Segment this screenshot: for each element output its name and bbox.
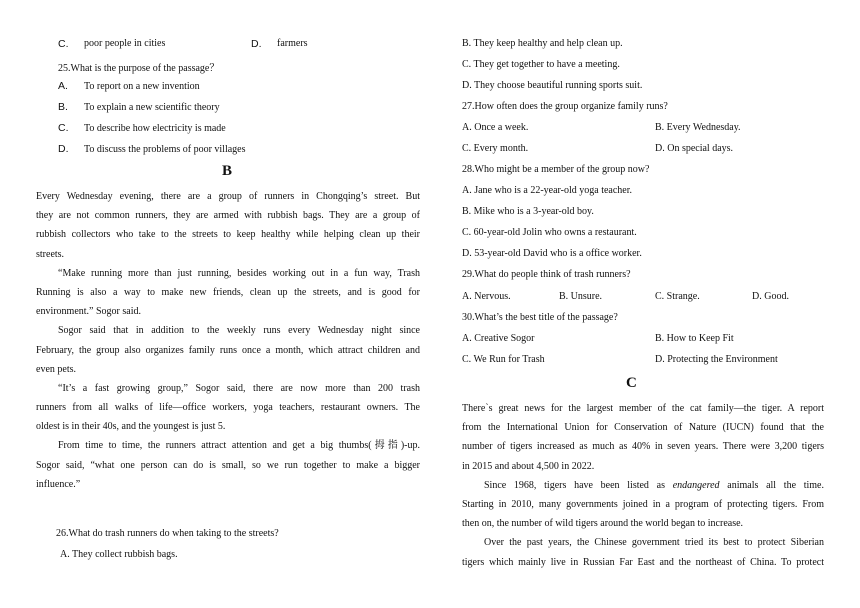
q25-option-a-text: To report on a new invention bbox=[84, 81, 200, 92]
q28-question: 28.Who might be a member of the group now? bbox=[462, 164, 650, 175]
q26-option-a: A. They collect rubbish bags. bbox=[60, 549, 178, 560]
passage-b-line: Running is also a way to make new friends, clean up the streets, and is good for bbox=[36, 286, 420, 298]
passage-c-line: from the International Union for Conservation of Nature (IUCN) found that the bbox=[462, 422, 824, 434]
q25-option-a-letter: A. bbox=[58, 80, 68, 92]
passage-c bbox=[462, 399, 824, 572]
passage-b-line: Sogor said that in addition to the weekly runs every Wednesday night since bbox=[58, 325, 420, 337]
passage-b bbox=[36, 187, 420, 494]
q24-option-d-letter: D. bbox=[251, 38, 262, 50]
q28-option-c: C. 60-year-old Jolin who owns a restaurant. bbox=[462, 227, 637, 238]
q25-option-c-letter: C. bbox=[58, 122, 69, 134]
passage-c-line: Over the past years, the Chinese government tried its best to protect Siberian bbox=[484, 537, 824, 549]
q30-option-d: D. Protecting the Environment bbox=[655, 354, 778, 365]
q30-option-a: A. Creative Sogor bbox=[462, 333, 535, 344]
passage-b-line: Sogor said, “what one person can do is small, so we run together to make a bigger bbox=[36, 459, 420, 471]
passage-b-line: environment.” Sogor said. bbox=[36, 306, 141, 318]
passage-b-line: even pets. bbox=[36, 363, 76, 375]
passage-c-line: then on, the number of wild tigers around the world began to increase. bbox=[462, 518, 744, 530]
passage-b-line: runners from all walks of life—office workers, yoga teachers, restaurant owners. The bbox=[36, 402, 420, 414]
passage-c-line: There`s great news for the largest member of the cat family—the tiger. A report bbox=[462, 403, 824, 414]
q26-question: 26.What do trash runners do when taking to the streets? bbox=[56, 528, 279, 539]
passage-b-line: “It’s a fast growing group,” Sogor said, there are now more than 200 trash bbox=[58, 382, 420, 394]
passage-b-line: rubbish collectors who take to the streets to keep healthy while helping clean up their bbox=[36, 229, 420, 241]
passage-b-line: Every Wednesday evening, there are a group of runners in Chongqing’s street. But bbox=[36, 191, 420, 202]
q25-option-c-text: To describe how electricity is made bbox=[84, 123, 226, 134]
q25-option-d-letter: D. bbox=[58, 143, 69, 155]
q24-option-c-text: poor people in cities bbox=[84, 38, 166, 49]
passage-b-line: influence.” bbox=[36, 478, 81, 490]
q24-option-c-letter: C. bbox=[58, 38, 69, 50]
q30-option-c: C. We Run for Trash bbox=[462, 354, 545, 365]
q27-question: 27.How often does the group organize family runs? bbox=[462, 101, 668, 112]
q27-option-d: D. On special days. bbox=[655, 143, 734, 154]
q29-option-d: D. Good. bbox=[752, 291, 789, 302]
q27-option-a: A. Once a week. bbox=[462, 122, 529, 133]
q27-option-c: C. Every month. bbox=[462, 143, 529, 154]
q29-question: 29.What do people think of trash runners? bbox=[462, 269, 631, 280]
q29-option-a: A. Nervous. bbox=[462, 291, 511, 302]
passage-b-line: From time to time, the runners attract attention and get a big thumbs(拇指)-up. bbox=[58, 440, 420, 452]
passage-b-line: they are not common runners, they are armed with rubbish bags. They are a group of bbox=[36, 210, 420, 222]
passage-c-line: in 2015 and about 4,500 in 2022. bbox=[462, 460, 595, 472]
q26-option-c: C. They get together to have a meeting. bbox=[462, 59, 620, 70]
passage-b-line: oldest is in their 40s, and the youngest is just 5. bbox=[36, 421, 226, 433]
passage-b-line: streets. bbox=[36, 248, 65, 260]
q25-option-b-text: To explain a new scientific theory bbox=[84, 102, 220, 113]
q29-option-c: C. Strange. bbox=[655, 291, 700, 302]
section-c-title: C bbox=[626, 375, 637, 391]
passage-c-line: Starting in 2010, many governments joined in a program of protecting tigers. From bbox=[462, 498, 824, 510]
q26-option-b: B. They keep healthy and help clean up. bbox=[462, 38, 623, 49]
q25-question: 25.What is the purpose of the passage？ bbox=[58, 63, 220, 74]
section-b-title: B bbox=[222, 163, 233, 179]
q30-option-b: B. How to Keep Fit bbox=[655, 333, 734, 344]
passage-b-line: February, the group also organizes family runs once a month, which attract children and bbox=[36, 344, 420, 356]
q28-option-a: A. Jane who is a 22-year-old yoga teacher. bbox=[462, 185, 633, 196]
q26-option-d: D. They choose beautiful running sports suit. bbox=[462, 80, 643, 91]
q24-option-d-text: farmers bbox=[277, 38, 308, 49]
q25-option-b-letter: B. bbox=[58, 101, 68, 113]
q29-option-b: B. Unsure. bbox=[559, 291, 603, 302]
q28-option-d: D. 53-year-old David who is a office worker. bbox=[462, 248, 642, 259]
q25-option-d-text: To discuss the problems of poor villages bbox=[84, 144, 246, 155]
passage-c-line: Since 1968, tigers have been listed as endangered animals all the time. bbox=[484, 479, 824, 491]
passage-b-line: “Make running more than just running, besides working out in a fun way, Trash bbox=[58, 267, 420, 279]
q28-option-b: B. Mike who is a 3-year-old boy. bbox=[462, 206, 594, 217]
q27-option-b: B. Every Wednesday. bbox=[655, 122, 741, 133]
q30-question: 30.What’s the best title of the passage? bbox=[462, 312, 618, 323]
passage-c-line: number of tigers increased as much as 40% in seven years. There were 3,200 tigers bbox=[462, 441, 824, 453]
passage-c-line: tigers which mainly live in Russian Far East and the northeast of China. To protect bbox=[462, 556, 824, 568]
